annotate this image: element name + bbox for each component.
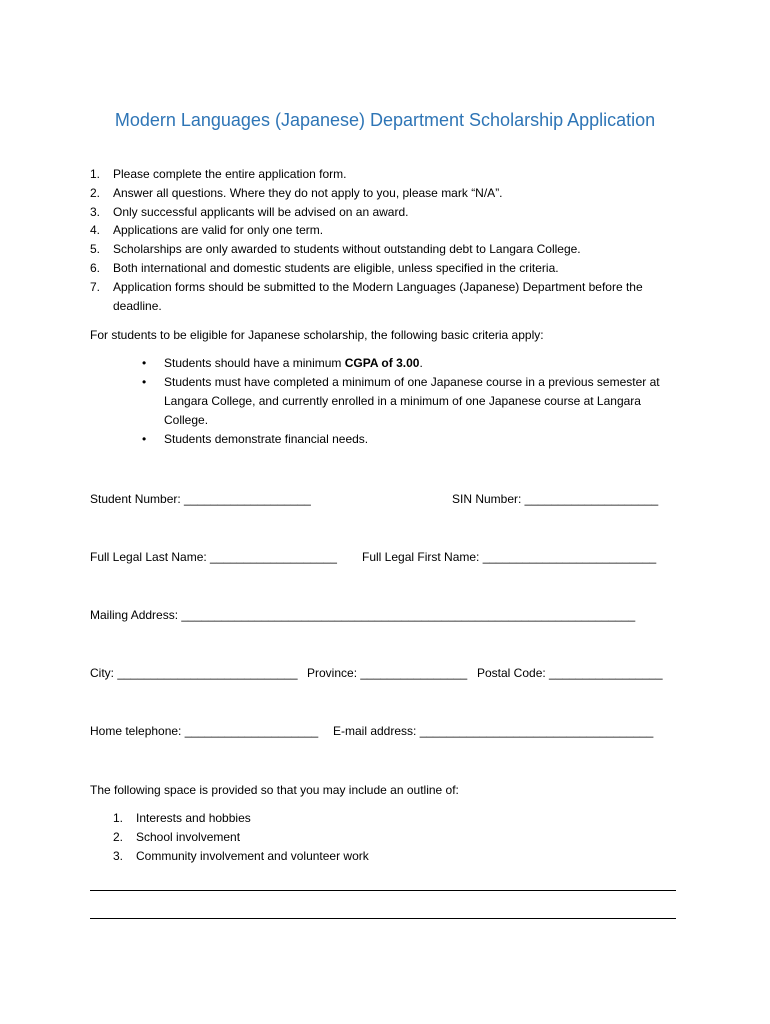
outline-intro: The following space is provided so that you may include an outline of: [90,783,459,797]
criteria-intro: For students to be eligible for Japanese scholarship, the following basic criteria apply: [90,328,544,342]
bullet-icon: • [142,356,147,370]
form-title: Modern Languages (Japanese) Department Scholarship Application [114,110,656,130]
criteria-item: • Students should have a minimum CGPA of 3.00. [140,354,680,373]
outline-item: 1. Interests and hobbies [113,811,251,825]
instruction-item: 1. Please complete the entire application form. [90,167,347,181]
sin-number-field[interactable]: SIN Number: ____________________ [452,492,659,506]
province-field[interactable]: Province: ________________ [307,666,468,680]
instruction-item: 2. Answer all questions. Where they do not apply to you, please mark “N/A”. [90,185,503,200]
outline-list [113,809,369,866]
cgpa-requirement: CGPA of 3.00 [344,356,420,370]
student-number-field[interactable]: Student Number: ___________________ [90,492,311,506]
instruction-item: 6. Both international and domestic students are eligible, unless specified in the criteria. [90,260,559,275]
instruction-item: 4. Applications are valid for only one term. [90,223,324,238]
bullet-icon: • [142,375,147,389]
criteria-list [140,354,680,449]
instruction-item: 7. Application forms should be submitted to the Modern Languages (Japanese) Department before the deadline. [90,279,643,313]
email-field[interactable]: E-mail address: ___________________________________ [333,724,654,738]
outline-answer-line[interactable] [90,918,676,919]
city-field[interactable]: City: ___________________________ [90,666,298,680]
instruction-item: 3. Only successful applicants will be advised on an award. [90,204,409,219]
outline-item: 2. School involvement [113,830,241,844]
bullet-icon: • [142,432,147,446]
last-name-field[interactable]: Full Legal Last Name: ___________________ [90,550,337,564]
postal-code-field[interactable]: Postal Code: _________________ [477,666,663,680]
criteria-item: • Students demonstrate financial needs. [140,430,680,449]
mailing-address-field[interactable]: Mailing Address: ____________________________________________________________________ [90,608,636,622]
instructions-list [90,165,690,315]
first-name-field[interactable]: Full Legal First Name: __________________________ [362,550,657,564]
outline-answer-line[interactable] [90,890,676,891]
home-telephone-field[interactable]: Home telephone: ____________________ [90,724,319,738]
criteria-item: • Students must have completed a minimum of one Japanese course in a previous semester at Langara College, and currently enrolled in a minimum of one Japanese course at Langara College. [142,375,660,427]
instruction-item: 5. Scholarships are only awarded to students without outstanding debt to Langara College. [90,242,581,257]
outline-item: 3. Community involvement and volunteer work [113,849,369,863]
